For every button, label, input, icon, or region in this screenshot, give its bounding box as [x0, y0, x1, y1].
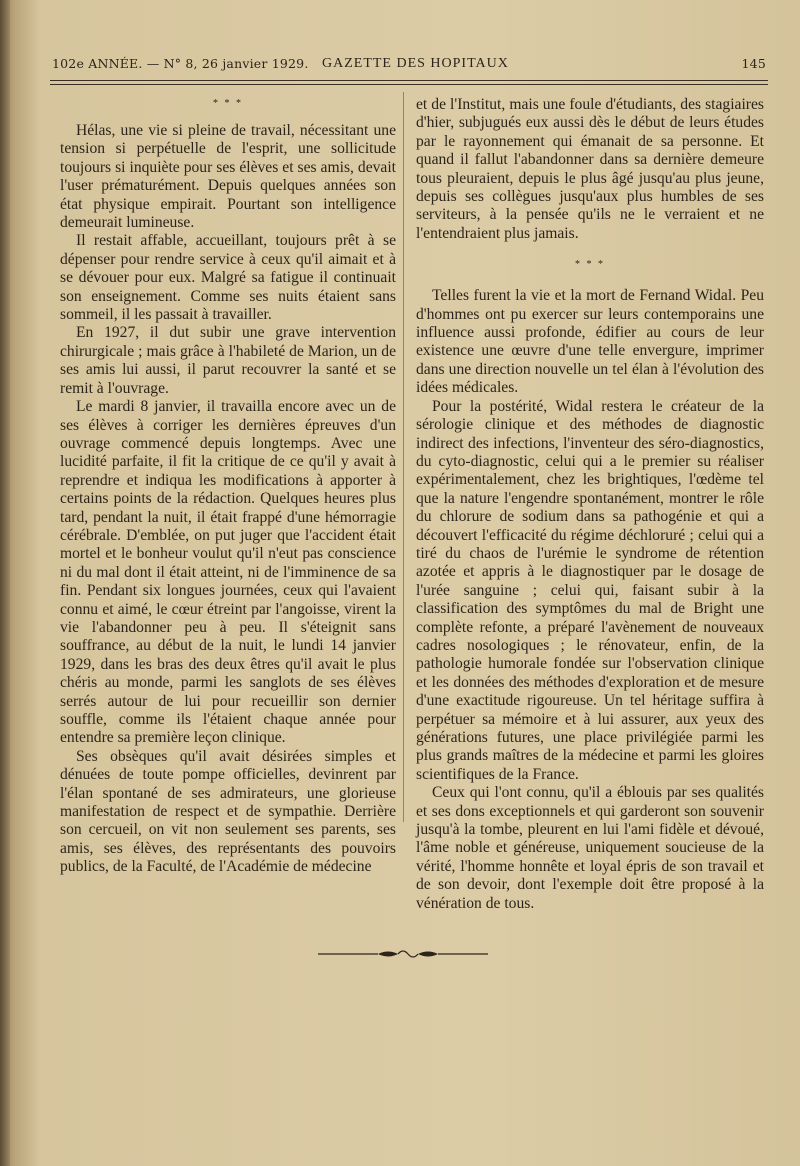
- paragraph-continuation: et de l'Institut, mais une foule d'étudiants, des stagiaires d'hier, subjugués eux aussi dès le début de leurs études par le rayonnement qui émanait de sa personne. Et quand il fallut l'abandonner dans sa dernière demeure tous pleuraient, depuis le plus âgé jusqu'au plus jeune, depuis ses collègues jusqu'aux plus humbles de ses serviteurs, à la pensée qu'ils ne le verraient et ne l'entendraient plus jamais.: [416, 96, 764, 242]
- paragraph: Ceux qui l'ont connu, qu'il a éblouis par ses qualités et ses dons exceptionnels et qui garderont son souvenir jusqu'à la tombe, pleurent en lui l'ami fidèle et dévoué, l'âme noble et généreuse, uniquement soucieuse de la vérité, l'homme honnête et loyal épris de son travail et de son devoir, dont l'exemple doit être proposé à la vénération de tous.: [416, 784, 764, 912]
- paragraph: Ses obsèques qu'il avait désirées simples et dénuées de toute pompe officielles, devinrent par l'élan spontané de ses admirateurs, une glorieuse manifestation de respect et de sympathie. Derrière son cercueil, on vit non seulement ses parents, ses amis, ses élèves, des représentants des pouvoirs publics, de la Faculté, de l'Académie de médecine: [60, 747, 396, 876]
- page-number: 145: [741, 56, 766, 71]
- left-column: [60, 92, 396, 877]
- issue-info: 102e ANNÉE. — N° 8, 26 janvier 1929.: [52, 56, 309, 71]
- section-break-stars: * * *: [575, 259, 605, 271]
- paragraph: Telles furent la vie et la mort de Fernand Widal. Peu d'hommes ont pu exercer sur leurs contemporains une influence aussi profonde, édifier au cours de leur existence une œuvre d'une telle envergure, imprimer dans une direction nouvelle un tel élan à l'évolution des idées médicales.: [416, 287, 764, 397]
- page-binding-edge: [0, 0, 10, 1166]
- right-column: [416, 96, 764, 913]
- page-header: [52, 56, 766, 74]
- closing-ornament-icon: [318, 944, 488, 964]
- paragraph: En 1927, il dut subir une grave intervention chirurgicale ; mais grâce à l'habileté de Marion, un de ses amis lui aussi, il parut recouvrer la santé et se remit à l'ouvrage.: [60, 324, 396, 397]
- header-rule-top: [50, 80, 768, 81]
- section-break-stars: * * *: [213, 98, 243, 109]
- paragraph: Hélas, une vie si pleine de travail, nécessitant une tension si perpétuelle de l'esprit, une sollicitude toujours si inquiète pour ses élèves et ses amis, devait l'user prématurément. Depuis quelques années son état physique empirait. Pourtant son intelligence demeurait lumineuse.: [60, 122, 396, 232]
- column-divider: [403, 92, 404, 822]
- journal-title: GAZETTE DES HOPITAUX: [322, 56, 509, 71]
- paragraph: Pour la postérité, Widal restera le créateur de la sérologie clinique et des méthodes de diagnostic indirect des infections, l'inventeur des séro-diagnostics, du cyto-diagnostic, celui qui a le premier su réaliser expérimentalement, chez les brightiques, l'œdème tel que la nature l'engendre spontanément, montrer le rôle du chlorure de sodium dans sa pathogénie et qui a découvert l'efficacité du régime déchloruré ; celui qui a tiré du chaos de l'urémie le syndrome de rétention azotée et appris à le diagnostiquer par le dosage de l'urée sanguine ; celui qui, faisant subir à la classification des symptômes du mal de Bright une complète refonte, a préparé l'avènement de nouveaux cadres nosologiques ; le rénovateur, enfin, de la pathologie humorale fondée sur l'observation clinique et les données des méthodes d'exploration et de mesure d'une exactitude rigoureuse. Un tel héritage suffira à perpétuer sa mémoire et à lui assurer, aux yeux des générations futures, une place privilégiée parmi les plus grands maîtres de la médecine et parmi les gloires scientifiques de la France.: [416, 397, 764, 783]
- paragraph: Il restait affable, accueillant, toujours prêt à se dépenser pour rendre service à ceux qu'il aimait et à se dévouer pour eux. Malgré sa fatigue il continuait son enseignement. Comme ses nuits étaient sans sommeil, il les passait à travailler.: [60, 232, 396, 324]
- header-rule-bottom: [50, 84, 768, 85]
- paragraph: Le mardi 8 janvier, il travailla encore avec un de ses élèves à corriger les dernières épreuves d'un ouvrage commencé depuis longtemps. Avec une lucidité parfaite, il fit la critique de ce qu'il y avait à reprendre et indiqua les modifications à apporter à certains points de la rédaction. Quelques heures plus tard, pendant la nuit, il était frappé d'une hémorragie cérébrale. D'emblée, on put juger que l'accident était mortel et le bonheur voulut qu'il n'eut pas conscience ni du mal dont il était atteint, ni de l'imminence de sa fin. Pendant six longues journées, ceux qui l'avaient connu et aimé, le cœur étreint par l'angoisse, virent la vie l'abandonner peu à peu. Il s'éteignit sans souffrance, au début de la nuit, le lundi 14 janvier 1929, dans les bras des deux êtres qu'il avait le plus chéris au monde, parmi les sanglots de ses élèves serrés autour de lui pour recueillir son dernier souffle, comme ils l'étaient chaque année pour entendre sa première leçon clinique.: [60, 398, 396, 747]
